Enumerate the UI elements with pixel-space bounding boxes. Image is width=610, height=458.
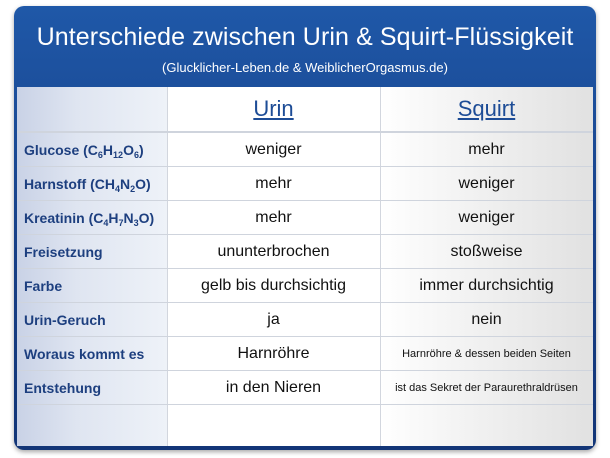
row-label: Entstehung (24, 380, 101, 396)
urin-value: gelb bis durchsichtig (201, 277, 346, 294)
table-row (17, 303, 593, 337)
column-header-squirt: Squirt (457, 96, 516, 121)
table-row (17, 337, 593, 371)
urin-value: mehr (255, 175, 292, 192)
row-label: Woraus kommt es (24, 346, 145, 362)
squirt-value: Harnröhre & dessen beiden Seiten (402, 348, 571, 360)
row-label (24, 405, 167, 439)
table-row (17, 269, 593, 303)
table-row (17, 201, 593, 235)
squirt-value: mehr (468, 141, 505, 158)
urin-value: in den Nieren (225, 379, 322, 396)
row-label: Farbe (24, 278, 63, 294)
squirt-value: ist das Sekret der Paraurethraldrüsen (395, 382, 578, 394)
table-header-row (17, 87, 593, 133)
squirt-value: stoßweise (450, 243, 523, 260)
row-label: Harnstoff $(CH_4N_2O)$ (24, 176, 151, 194)
row-label: Kreatinin $(C_4H_7N_3O)$ (24, 210, 155, 228)
urin-value: ja (267, 311, 280, 328)
urin-value: weniger (245, 141, 302, 158)
table-row (17, 167, 593, 201)
row-label: Glucose $(C_6H_{12}O_6)$ (24, 142, 144, 160)
squirt-value: immer durchsichtig (419, 277, 554, 294)
squirt-value: weniger (458, 175, 515, 192)
table-row (17, 133, 593, 167)
urin-value: ununterbrochen (217, 243, 330, 260)
squirt-value (380, 405, 593, 439)
squirt-value: nein (471, 311, 502, 328)
comparison-table (17, 87, 593, 446)
table-row (17, 235, 593, 269)
urin-value: mehr (255, 209, 292, 226)
row-label: Urin-Geruch (24, 312, 106, 328)
table-row (17, 371, 593, 405)
urin-value: Harnröhre (237, 345, 310, 362)
header (14, 6, 596, 86)
row-label: Freisetzung (24, 244, 103, 260)
comparison-infographic (14, 6, 596, 450)
page-title: Unterschiede zwischen Urin & Squirt-Flüssigkeit (36, 23, 574, 51)
column-header-urin: Urin (253, 96, 294, 121)
table-row (17, 405, 593, 439)
squirt-value: weniger (458, 209, 515, 226)
urin-value (167, 405, 380, 439)
page-subtitle: (Glucklicher-Leben.de & WeiblicherOrgasmus.de) (162, 60, 448, 75)
